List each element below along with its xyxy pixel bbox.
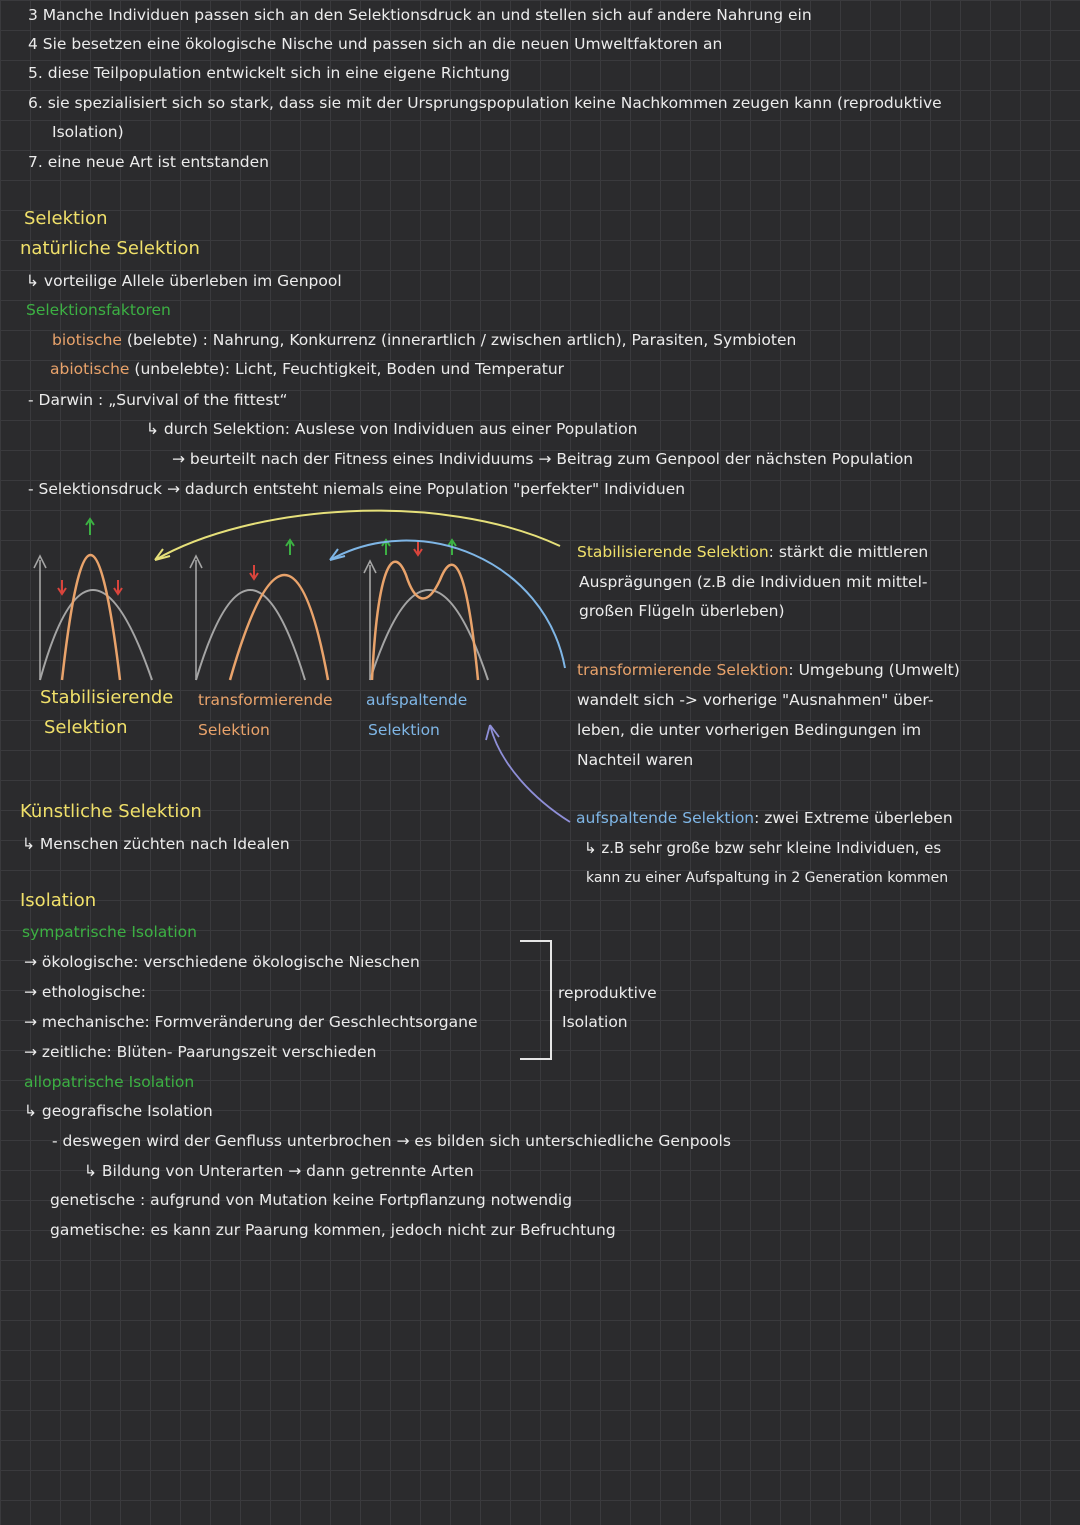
natural-selection-note: ↳ vorteilige Allele überleben im Genpool — [26, 272, 342, 290]
bracket-label-2: Isolation — [562, 1013, 628, 1031]
note-disruptive-text1: : zwei Extreme überleben — [754, 809, 953, 827]
subtitle-selection-factors: Selektionsfaktoren — [26, 301, 171, 319]
artificial-selection-text: ↳ Menschen züchten nach Idealen — [22, 835, 290, 853]
note-stabilizing-title-line — [577, 542, 928, 562]
reproductive-isolation-bracket — [520, 940, 552, 1060]
step-6: 6. sie spezialisiert sich so stark, dass sie mit der Ursprungspopulation keine Nachkommen zeugen kann (reproduktive — [28, 94, 942, 112]
step-4: 4 Sie besetzen eine ökologische Nische und passen sich an die neuen Umweltfaktoren an — [28, 35, 723, 53]
step-7: 7. eine neue Art ist entstanden — [28, 153, 269, 171]
note-transforming-text3: leben, die unter vorherigen Bedingungen im — [577, 721, 922, 739]
connector-blue — [330, 541, 565, 668]
note-transforming-title-line — [577, 660, 960, 680]
step-5: 5. diese Teilpopulation entwickelt sich in eine eigene Richtung — [28, 64, 510, 82]
curve-after-3 — [372, 562, 478, 680]
label-transforming-1: transformierende — [198, 691, 333, 709]
subtitle-artificial-selection: Künstliche Selektion — [20, 801, 202, 822]
graph-stabilizing — [34, 519, 152, 680]
section-title-isolation: Isolation — [20, 890, 97, 911]
isolation-item-temporal: → zeitliche: Blüten- Paarungszeit verschieden — [24, 1043, 377, 1061]
gametic-isolation: gametische: es kann zur Paarung kommen, jedoch nicht zur Befruchtung — [50, 1221, 616, 1239]
note-stabilizing-title: Stabilisierende Selektion — [577, 543, 769, 561]
note-transforming-text1: : Umgebung (Umwelt) — [788, 661, 960, 679]
allopatric-sub: - deswegen wird der Genfluss unterbrochen → es bilden sich unterschiedliche Genpools — [52, 1132, 731, 1150]
darwin-sub2: → beurteilt nach der Fitness eines Individuums → Beitrag zum Genpool der nächsten Population — [172, 450, 914, 468]
selection-pressure-line: - Selektionsdruck → dadurch entsteht niemals eine Population "perfekter" Individuen — [28, 480, 686, 498]
label-disruptive-2: Selektion — [368, 721, 440, 739]
isolation-item-ecological: → ökologische: verschiedene ökologische Nieschen — [24, 953, 420, 971]
label-stabilizing-2: Selektion — [44, 717, 128, 738]
graph-transforming — [190, 540, 328, 680]
note-transforming-text4: Nachteil waren — [577, 751, 694, 769]
note-stabilizing-text1: : stärkt die mittleren — [768, 543, 929, 561]
note-disruptive-title-line — [576, 808, 953, 828]
subtitle-allopatric: allopatrische Isolation — [24, 1073, 195, 1091]
biotic-text: (belebte) : Nahrung, Konkurrenz (innerartlich / zwischen artlich), Parasiten, Symbioten — [121, 331, 797, 349]
isolation-item-mechanical: → mechanische: Formveränderung der Geschlechtsorgane — [24, 1013, 478, 1031]
step-6-continued: Isolation) — [52, 123, 124, 141]
label-stabilizing-1: Stabilisierende — [40, 687, 174, 708]
subtitle-sympatric: sympatrische Isolation — [22, 923, 197, 941]
step-3: 3 Manche Individuen passen sich an den Selektionsdruck an und stellen sich auf andere Nahrung ein — [28, 6, 812, 24]
bracket-label-1: reproduktive — [558, 984, 657, 1002]
allopatric-text: ↳ geografische Isolation — [24, 1102, 213, 1120]
darwin-line: - Darwin : „Survival of the fittest“ — [28, 391, 288, 409]
curve-before-1 — [40, 590, 152, 680]
label-transforming-2: Selektion — [198, 721, 270, 739]
connector-yellow — [155, 511, 560, 560]
section-title-selektion: Selektion — [24, 208, 108, 229]
note-transforming-title: transformierende Selektion — [577, 661, 789, 679]
label-disruptive-1: aufspaltende — [366, 691, 468, 709]
isolation-item-ethological: → ethologische: — [24, 983, 146, 1001]
note-transforming-text2: wandelt sich -> vorherige "Ausnahmen" über- — [577, 691, 934, 709]
genetic-isolation: genetische : aufgrund von Mutation keine Fortpflanzung notwendig — [50, 1191, 573, 1209]
graph-disruptive — [364, 540, 488, 680]
note-disruptive-text3: kann zu einer Aufspaltung in 2 Generation kommen — [586, 870, 949, 886]
note-disruptive-text2: ↳ z.B sehr große bzw sehr kleine Individuen, es — [584, 839, 942, 857]
darwin-sub: ↳ durch Selektion: Auslese von Individuen aus einer Population — [146, 420, 638, 438]
note-disruptive-title: aufspaltende Selektion — [576, 809, 755, 827]
curve-before-2 — [196, 590, 305, 680]
note-stabilizing-text2: Ausprägungen (z.B die Individuen mit mittel- — [579, 573, 928, 591]
connector-purple — [490, 725, 570, 822]
subtitle-natural-selection: natürliche Selektion — [20, 238, 200, 259]
allopatric-sub2: ↳ Bildung von Unterarten → dann getrennte Arten — [84, 1162, 474, 1180]
curve-before-3 — [370, 590, 488, 680]
curve-after-1 — [62, 555, 120, 680]
note-stabilizing-text3: großen Flügeln überleben) — [579, 602, 785, 620]
biotic-label: biotische — [52, 331, 122, 349]
abiotic-label: abiotische — [50, 360, 130, 378]
abiotic-text: (unbelebte): Licht, Feuchtigkeit, Boden und Temperatur — [129, 360, 565, 378]
